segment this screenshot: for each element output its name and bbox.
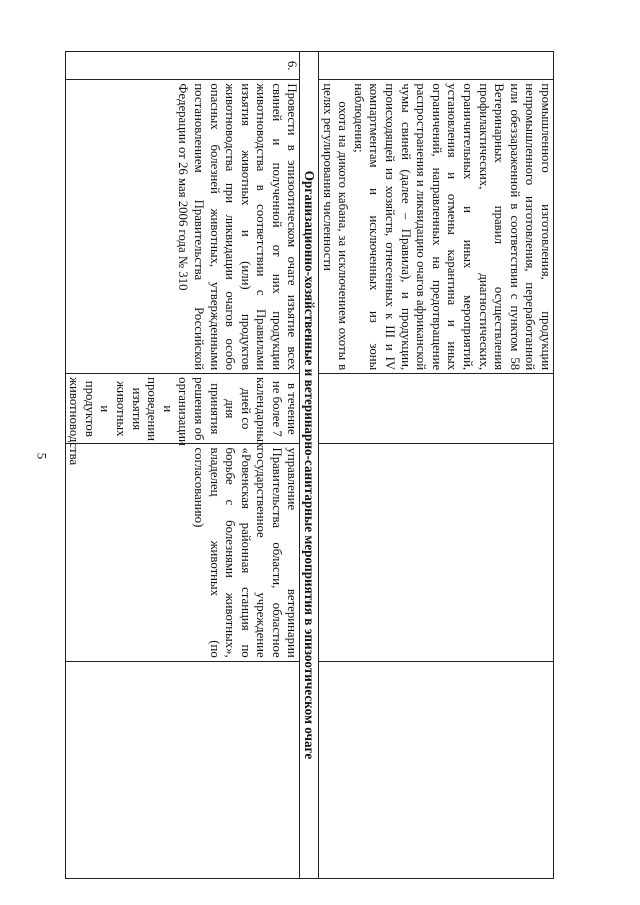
cell-term-empty — [319, 374, 554, 444]
table-row-continued — [319, 52, 554, 879]
table-row-6 — [65, 52, 300, 879]
continued-text-2: охота на дикого кабана, за исключением охоты в целях регулирования численности — [320, 83, 351, 371]
row-responsible: управление ветеринарии Правительства области, областное государственное учреждение «Ровенская районная станция по борьбе с болезнями животных», владелец животных (по согласованию) — [65, 444, 300, 661]
row-number: 6. — [65, 52, 300, 80]
measures-table — [65, 51, 554, 879]
rotated-table-sheet — [67, 51, 554, 879]
cell-responsible-empty — [319, 444, 554, 661]
row-term: в течение не более 7 календарных дней со дня принятия решения об организации и проведении изъятия животных и продуктов животноводства — [65, 374, 300, 444]
cell-extra-empty — [319, 661, 554, 878]
row-action: Провести в эпизоотическом очаге изъятие всех свиней и полученной от них продукции животноводства в соответствии с Правилами изъятия животных и (или) продуктов животноводства при ликвидации очагов особо опасных болезней животных, утвержденными постановлением Правительства Российской Федерации от 26 мая 2006 года № 310 — [65, 80, 300, 374]
cell-num-empty — [319, 52, 554, 80]
row-extra-empty — [65, 661, 300, 878]
continued-text-1: промышленного изготовления, продукции непромышленного изготовления, переработанной или обеззараженной в соответствии с пунктом 58 Ветеринарных правил осуществления профилактических, диагностических, ограничительных и иных мероприятий, установления и отмены карантина и иных ограничений, направленных на предотвращение распространения и ликвидацию очагов африканской чумы свиней (далее – Правила), и продукции, происходящей из хозяйств, отнесенных к III и IV компартментам и исключенных из зоны наблюдения; — [351, 83, 553, 371]
page-number: 5 — [34, 452, 50, 460]
section-header-row — [300, 52, 319, 879]
cell-action-continued — [319, 80, 554, 374]
section-header: Организационно-хозяйственные и ветеринарно-санитарные мероприятия в эпизоотическом очаге — [300, 52, 319, 879]
